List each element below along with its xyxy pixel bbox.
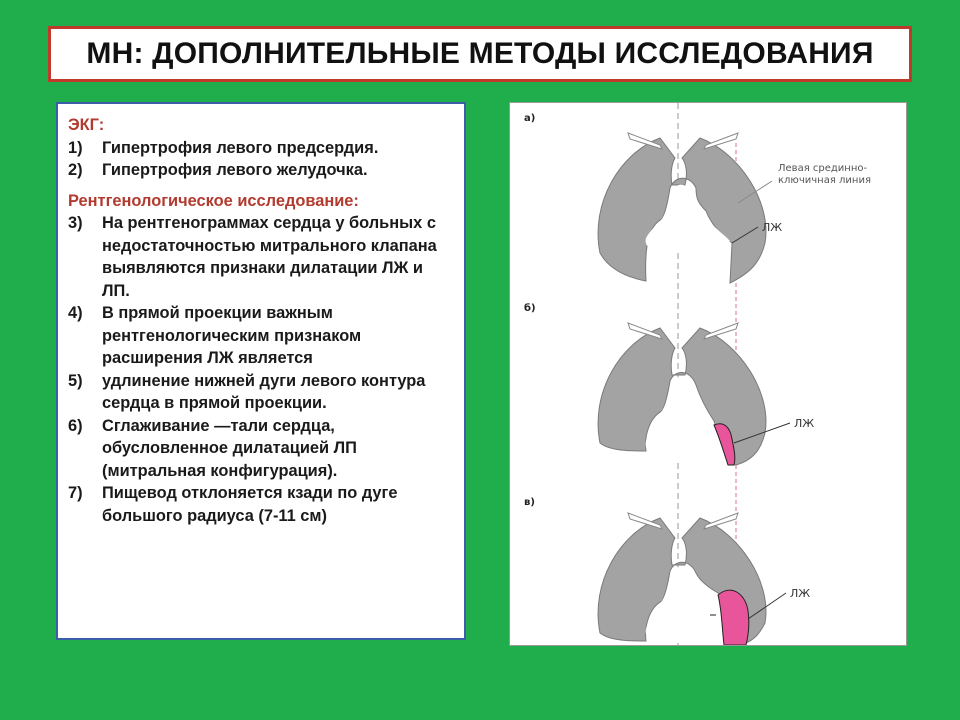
text-panel	[56, 102, 466, 640]
panel-letter: в)	[524, 497, 535, 508]
item-number: 1)	[68, 138, 83, 157]
list-item	[68, 159, 454, 182]
list-item	[68, 137, 454, 160]
list-item	[68, 212, 454, 302]
mcl-annotation: Левая срединно-	[778, 163, 868, 174]
panel-letter: б)	[524, 303, 536, 314]
xray-list	[68, 212, 454, 527]
item-text: На рентгенограммах сердца у больных с недостаточностью митрального клапана выявляются признаки дилатации ЛЖ и ЛП.	[102, 214, 437, 300]
lv-label: ЛЖ	[762, 221, 783, 234]
item-number: 5)	[68, 371, 83, 390]
item-text: Сглаживание —тали сердца, обусловленное дилатацией ЛП (митральная конфигурация).	[102, 416, 357, 480]
item-number: 6)	[68, 416, 83, 435]
right-clavicle	[704, 133, 738, 149]
panel-letter: а)	[524, 113, 536, 124]
item-text: Гипертрофия левого желудочка.	[102, 161, 368, 179]
item-number: 2)	[68, 161, 83, 179]
right-clavicle	[704, 513, 738, 529]
list-item	[68, 415, 454, 483]
item-number: 7)	[68, 484, 83, 502]
title-box	[48, 26, 912, 82]
panel-a	[524, 113, 871, 283]
slide-title: МН: ДОПОЛНИТЕЛЬНЫЕ МЕТОДЫ ИССЛЕДОВАНИЯ	[86, 37, 874, 70]
lv-label: ЛЖ	[794, 417, 815, 430]
xray-diagram	[510, 103, 906, 645]
item-text: Пищевод отклоняется кзади по дуге большого радиуса (7-11 см)	[102, 484, 398, 525]
ecg-heading: ЭКГ:	[68, 116, 105, 134]
item-number: 3)	[68, 214, 83, 232]
lv-label: ЛЖ	[790, 587, 811, 600]
item-text: удлинение нижней дуги левого контура сердца в прямой проекции.	[102, 371, 426, 412]
mcl-annotation: ключичная линия	[778, 175, 871, 186]
list-item	[68, 370, 454, 415]
item-text: Гипертрофия левого предсердия.	[102, 138, 379, 157]
item-text: В прямой проекции важным рентгенологическим признаком расширения ЛЖ является	[102, 304, 362, 367]
item-number: 4)	[68, 304, 83, 322]
panel-c	[524, 497, 810, 645]
right-clavicle	[704, 323, 738, 339]
ecg-list	[68, 137, 454, 182]
xray-heading: Рентгенологическое исследование:	[68, 191, 359, 210]
list-item	[68, 302, 454, 370]
list-item	[68, 482, 454, 527]
xray-diagram-panel	[509, 102, 907, 646]
panel-b	[524, 302, 814, 465]
